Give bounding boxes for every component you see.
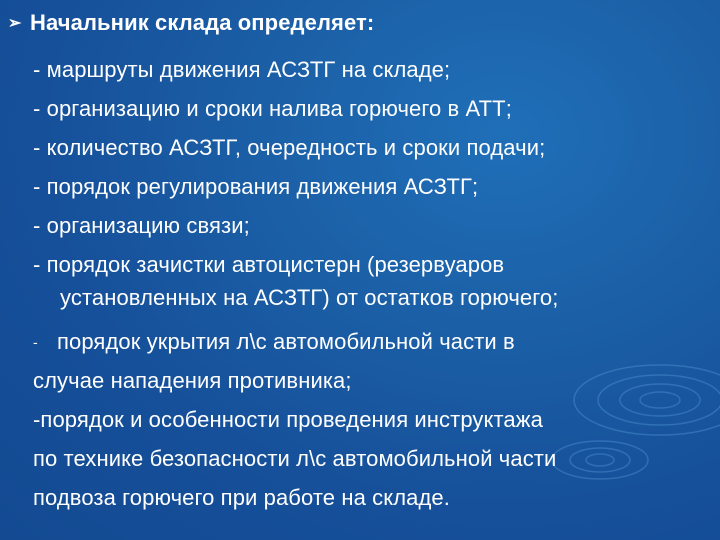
list-dash: - — [33, 334, 38, 350]
list-item: - организацию и сроки налива горючего в АТТ; — [33, 96, 512, 121]
list-item-continuation: установленных на АСЗТГ) от остатков горючего; — [60, 285, 559, 310]
list-item: - порядок зачистки автоцистерн (резервуаров — [33, 252, 505, 277]
list-item: - порядок регулирования движения АСЗТГ; — [33, 174, 479, 199]
list-item-continuation: по технике безопасности л\с автомобильной части — [33, 446, 557, 471]
list-item: -порядок и особенности проведения инструктажа — [33, 407, 543, 432]
list-item — [33, 329, 515, 355]
slide-heading — [8, 10, 374, 37]
list-item: - маршруты движения АСЗТГ на складе; — [33, 57, 451, 82]
list-item: - организацию связи; — [33, 213, 250, 238]
list-item-continuation: подвоза горючего при работе на складе. — [33, 485, 450, 510]
heading-text: Начальник склада определяет: — [30, 10, 375, 35]
arrow-bullet-icon: ➢ — [8, 15, 22, 32]
list-item: - количество АСЗТГ, очередность и сроки подачи; — [33, 135, 546, 160]
list-item-text: порядок укрытия л\с автомобильной части в — [57, 329, 515, 354]
list-item-continuation: случае нападения противника; — [33, 368, 352, 393]
